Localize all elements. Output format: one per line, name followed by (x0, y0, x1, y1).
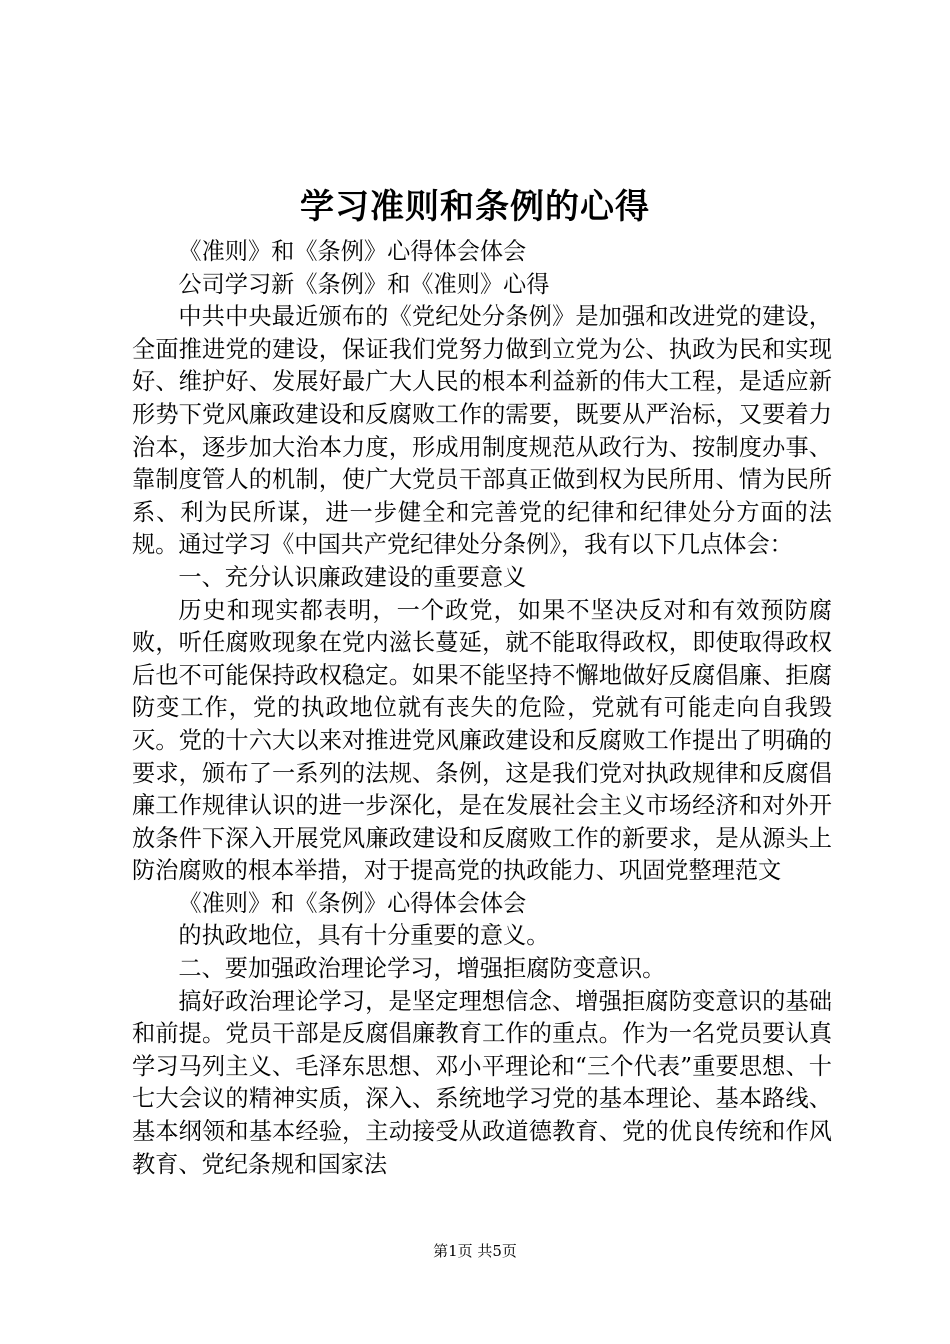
paragraph-section-1: 历史和现实都表明，一个政党，如果不坚决反对和有效预防腐败，听任腐败现象在党内滋长蔓延，就不能取得政权，即使取得政权后也不可能保持政权稳定。如果不能坚持不懈地做好反腐倡廉、拒腐防变工作，党的执政地位就有丧失的危险，党就有可能走向自我毁灭。党的十六大以来对推进党风廉政建设和反腐败工作提出了明确的要求，颁布了一系列的法规、条例，这是我们党对执政规律和反腐倡廉工作规律认识的进一步深化，是在发展社会主义市场经济和对外开放条件下深入开展党风廉政建设和反腐败工作的新要求，是从源头上防治腐败的根本举措，对于提高党的执政能力、巩固党整理范文 (132, 596, 832, 885)
section-heading-2: 二、要加强政治理论学习，增强拒腐防变意识。 (178, 955, 666, 983)
paragraph-intro: 中共中央最近颁布的《党纪处分条例》是加强和改进党的建设，全面推进党的建设，保证我们党努力做到立党为公、执政为民和实现好、维护好、发展好最广大人民的根本利益新的伟大工程，是适应新形势下党风廉政建设和反腐败工作的需要，既要从严治标，又要着力治本，逐步加大治本力度，形成用制度规范从政行为、按制度办事、靠制度管人的机制，使广大党员干部真正做到权为民所用、情为民所系、利为民所谋，进一步健全和完善党的纪律和纪律处分方面的法规。通过学习《中国共产党纪律处分条例》，我有以下几点体会： (132, 303, 832, 559)
page-number-footer: 第1页 共5页 (433, 1242, 517, 1260)
document-title: 学习准则和条例的心得 (300, 187, 650, 227)
paragraph-subtitle-2: 公司学习新《条例》和《准则》心得 (178, 270, 550, 298)
paragraph-repeated-header: 《准则》和《条例》心得体会体会 (178, 889, 527, 917)
document-body (132, 236, 832, 1181)
paragraph-subtitle-1: 《准则》和《条例》心得体会体会 (178, 238, 527, 265)
paragraph-continuation: 的执政地位，具有十分重要的意义。 (178, 922, 550, 950)
section-heading-1: 一、充分认识廉政建设的重要意义 (178, 563, 527, 591)
paragraph-section-2: 搞好政治理论学习，是坚定理想信念、增强拒腐防变意识的基础和前提。党员干部是反腐倡廉教育工作的重点。作为一名党员要认真学习马列主义、毛泽东思想、邓小平理论和“三个代表”重要思想、十七大会议的精神实质，深入、系统地学习党的基本理论、基本路线、基本纲领和基本经验，主动接受从政道德教育、党的优良传统和作风教育、党纪条规和国家法 (132, 987, 832, 1178)
